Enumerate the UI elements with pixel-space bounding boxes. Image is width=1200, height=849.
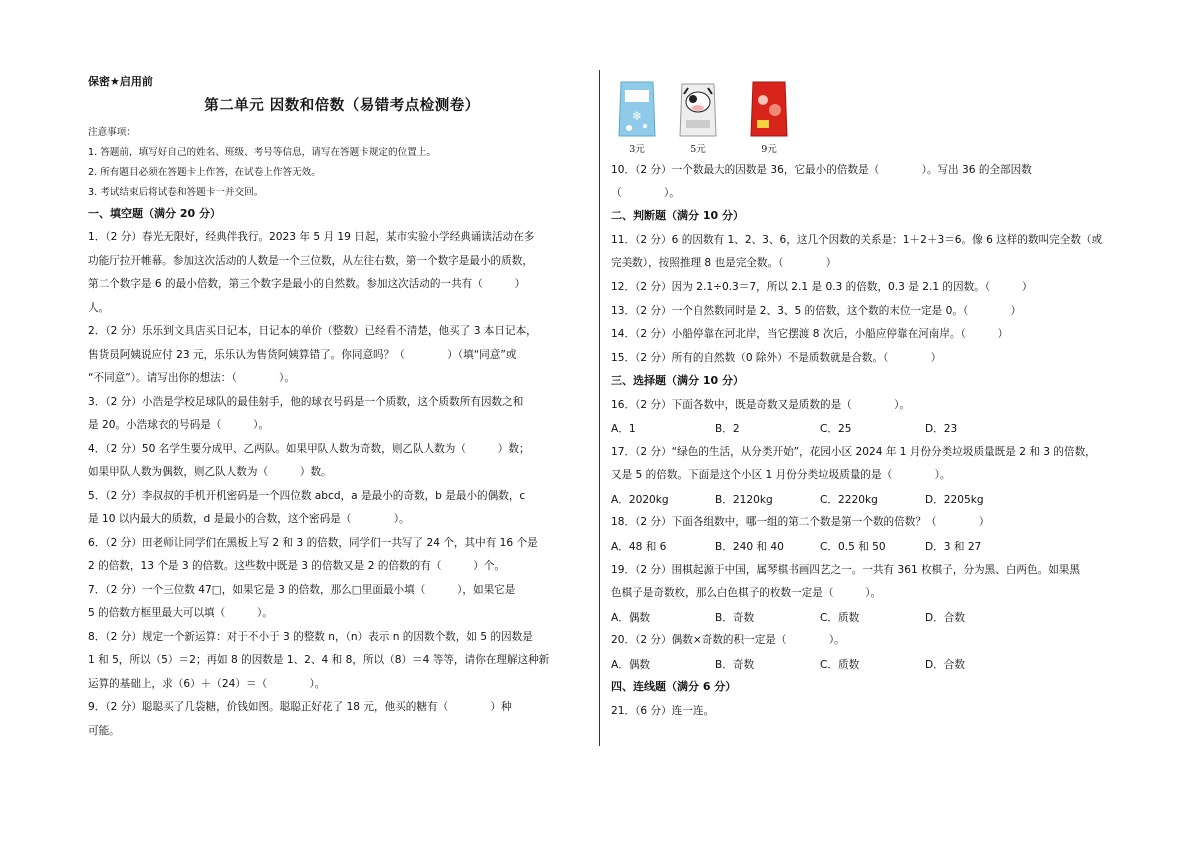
option: D．合数: [925, 612, 965, 624]
svg-text:❄: ❄: [631, 109, 643, 123]
option: C．质数: [820, 659, 860, 671]
question-line: 5 的倍数方框里最大可以填（ ）。: [88, 607, 273, 619]
option: B．240 和 40: [715, 541, 784, 553]
question-line: 3．（2 分）小浩是学校足球队的最佳射手，他的球衣号码是一个质数，这个质数所有因数之和: [88, 396, 524, 408]
question-line: 2．（2 分）乐乐到文具店买日记本，日记本的单价（整数）已经看不清楚，他买了 3 本日记本，: [88, 325, 537, 337]
cow-candy-bag-icon: [678, 80, 718, 138]
option: B．2120kg: [715, 494, 773, 506]
option: D．3 和 27: [925, 541, 982, 553]
question-line: 功能厅拉开帷幕。参加这次活动的人数是一个三位数，从左往右数，第一个数字是最小的质数，: [88, 255, 533, 267]
question-line: 完美数），按照推理 8 也是完全数。（ ）: [611, 257, 837, 269]
options-q19: [611, 610, 1136, 624]
note-item: 3. 考试结束后将试卷和答题卡一并交回。: [88, 187, 264, 198]
question-line: 第二个数字是 6 的最小倍数，第三个数字是最小的自然数。参加这次活动的一共有（ ）: [88, 278, 526, 290]
question-line: 色棋子是奇数枚，那么白色棋子的枚数一定是（ ）。: [611, 587, 882, 599]
price-label: 3元: [629, 144, 645, 155]
note-item: 2. 所有题目必须在答题卡上作答，在试卷上作答无效。: [88, 167, 321, 178]
price-label: 5元: [690, 144, 706, 155]
product-cow-bag: [678, 80, 718, 155]
question-line: 7．（2 分）一个三位数 47□，如果它是 3 的倍数，那么□里面最小填（ ），如果它是: [88, 584, 516, 596]
note-item: 1. 答题前，填写好自己的姓名、班级、考号等信息，请写在答题卡规定的位置上。: [88, 147, 436, 158]
option: D．合数: [925, 659, 965, 671]
question-line: 14．（2 分）小船停靠在河北岸，当它摆渡 8 次后，小船应停靠在河南岸。（ ）: [611, 328, 1009, 340]
question-line: 是 20。小浩球衣的号码是（ ）。: [88, 419, 270, 431]
option: D．2205kg: [925, 494, 984, 506]
section-heading-choice: 三、选择题（满分 10 分）: [611, 374, 744, 387]
question-line: 15．（2 分）所有的自然数（0 除外）不是质数就是合数。（ ）: [611, 352, 942, 364]
question-line: 如果甲队人数为偶数，则乙队人数为（ ）数。: [88, 466, 332, 478]
option: D．23: [925, 423, 958, 435]
confidential-label: 保密★启用前: [88, 75, 153, 88]
product-red-bag: [749, 80, 789, 155]
question-line: 售货员阿姨说应付 23 元，乐乐认为售货阿姨算错了。你同意吗？（ ）（填“同意”或: [88, 349, 517, 361]
question-line: 12．（2 分）因为 2.1÷0.3＝7，所以 2.1 是 0.3 的倍数，0.3 是 2.1 的因数。（ ）: [611, 281, 1033, 293]
options-q16: [611, 421, 1136, 435]
product-snow-bag: [617, 80, 657, 155]
question-line: 10．（2 分）一个数最大的因数是 36，它最小的倍数是（ ）。写出 36 的全部因数: [611, 164, 1032, 176]
question-line: 又是 5 的倍数。下面是这个小区 1 月份分类垃圾质量的是（ ）。: [611, 469, 951, 481]
option: A．2020kg: [611, 494, 669, 506]
question-line: 1．（2 分）春光无限好，经典伴我行。2023 年 5 月 19 日起，某市实验小学经典诵读活动在多: [88, 231, 535, 243]
section-heading-match: 四、连线题（满分 6 分）: [611, 680, 737, 693]
option: B．2: [715, 423, 740, 435]
question-line: 4．（2 分）50 名学生要分成甲、乙两队。如果甲队人数为奇数，则乙队人数为（ ）数；: [88, 443, 530, 455]
red-candy-bag-icon: [749, 80, 789, 138]
options-q18: [611, 539, 1136, 553]
option: B．奇数: [715, 612, 755, 624]
question-line: 21．（6 分）连一连。: [611, 705, 715, 717]
option: A．偶数: [611, 659, 651, 671]
question-line: “不同意”）。请写出你的想法：（ ）。: [88, 372, 295, 384]
option: C．质数: [820, 612, 860, 624]
question-line: 9．（2 分）聪聪买了几袋糖，价钱如图。聪聪正好花了 18 元，他买的糖有（ ）种: [88, 701, 512, 713]
notes-heading: 注意事项：: [88, 127, 136, 138]
question-line: 人。: [88, 302, 110, 314]
option: C．25: [820, 423, 852, 435]
question-line: 16．（2 分）下面各数中，既是奇数又是质数的是（ ）。: [611, 399, 911, 411]
question-line: 20．（2 分）偶数×奇数的积一定是（ ）。: [611, 634, 845, 646]
options-q20: [611, 657, 1136, 671]
option: A．偶数: [611, 612, 651, 624]
section-heading-fill: 一、填空题（满分 20 分）: [88, 207, 221, 220]
question-line: 可能。: [88, 725, 120, 737]
options-q17: [611, 492, 1136, 506]
question-line: 5．（2 分）李叔叔的手机开机密码是一个四位数 abcd，a 是最小的奇数，b 是最小的偶数，c: [88, 490, 526, 502]
question-line: 13．（2 分）一个自然数同时是 2、3、5 的倍数，这个数的末位一定是 0。（ ）: [611, 305, 1022, 317]
column-divider: [599, 70, 600, 746]
option: C．2220kg: [820, 494, 878, 506]
option: C．0.5 和 50: [820, 541, 886, 553]
price-label: 9元: [761, 144, 777, 155]
option: A．48 和 6: [611, 541, 667, 553]
question-line: 19．（2 分）围棋起源于中国，属琴棋书画四艺之一。一共有 361 枚棋子，分为黑、白两色。如果黑: [611, 564, 1080, 576]
question-line: 2 的倍数，13 个是 3 的倍数。这些数中既是 3 的倍数又是 2 的倍数的有（ ）个。: [88, 560, 505, 572]
question-line: 1 和 5，所以（5）＝2；再如 8 的因数是 1、2、4 和 8，所以（8）＝4 等等，请你在理解这种新: [88, 654, 550, 666]
question-line: 运算的基础上，求（6）＋（24）＝（ ）。: [88, 678, 326, 690]
question-line: 是 10 以内最大的质数，d 是最小的合数，这个密码是（ ）。: [88, 513, 410, 525]
page-title: 第二单元 因数和倍数（易错考点检测卷）: [204, 98, 480, 114]
section-heading-judge: 二、判断题（满分 10 分）: [611, 209, 744, 222]
question-line: 18．（2 分）下面各组数中，哪一组的第二个数是第一个数的倍数？（ ）: [611, 516, 990, 528]
question-line: 11．（2 分）6 的因数有 1、2、3、6，这几个因数的关系是：1＋2＋3＝6。像 6 这样的数叫完全数（或: [611, 234, 1103, 246]
option: B．奇数: [715, 659, 755, 671]
snowflake-candy-bag-icon: [617, 80, 657, 138]
question-line: 6．（2 分）田老师让同学们在黑板上写 2 和 3 的倍数，同学们一共写了 24 个，其中有 16 个是: [88, 537, 538, 549]
question-line: （ ）。: [611, 187, 680, 199]
question-line: 8．（2 分）规定一个新运算：对于不小于 3 的整数 n，（n）表示 n 的因数个数，如 5 的因数是: [88, 631, 533, 643]
option: A．1: [611, 423, 636, 435]
question-line: 17．（2 分）“绿色的生活，从分类开始”，花园小区 2024 年 1 月份分类垃圾质量既是 2 和 3 的倍数，: [611, 446, 1096, 458]
